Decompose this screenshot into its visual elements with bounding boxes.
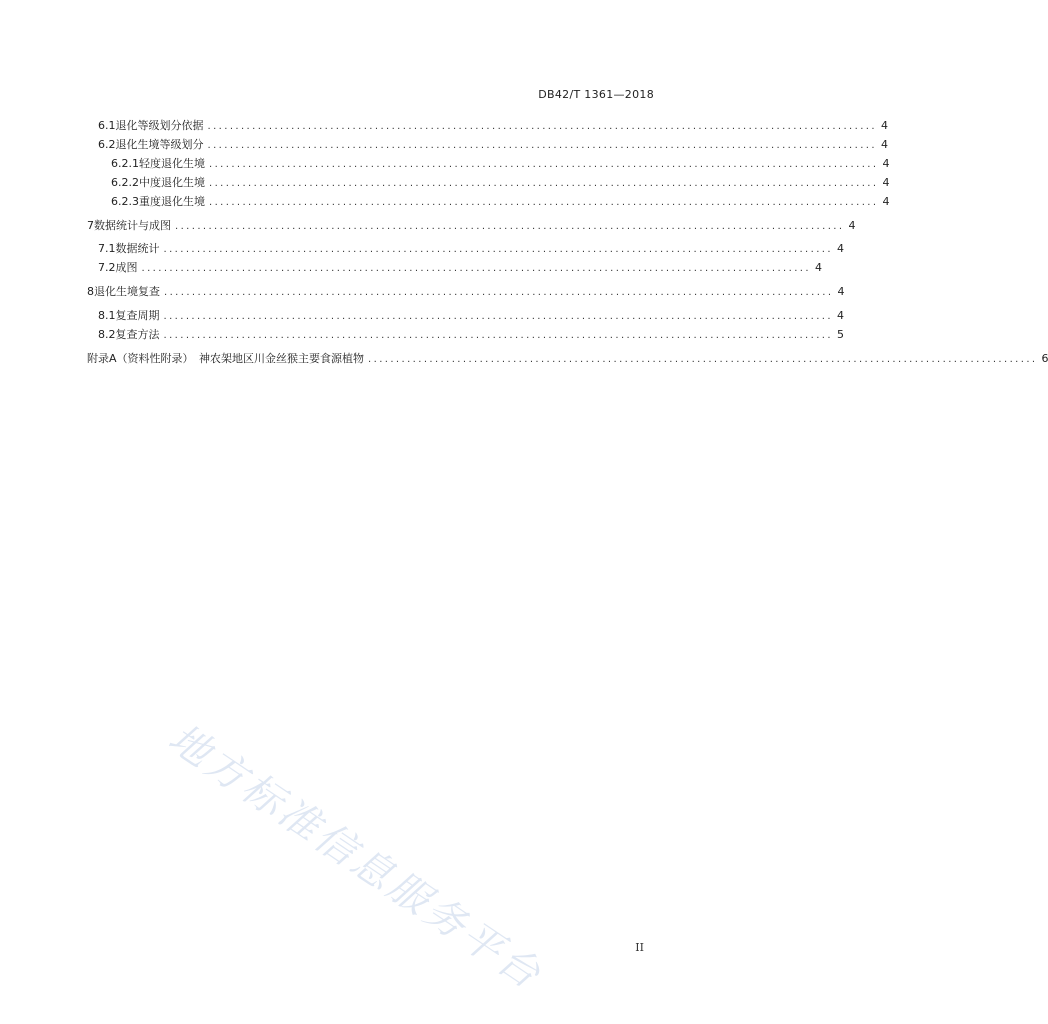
toc-entry-number: 8.2 [98, 328, 116, 341]
toc-entry[interactable] [98, 138, 888, 153]
page-number: II [635, 941, 644, 954]
toc-entry-page: 4 [882, 157, 890, 170]
toc-entry-title: 复查周期 [115, 309, 160, 322]
toc-entry[interactable] [98, 242, 844, 257]
toc-entry-page: 4 [836, 309, 844, 322]
toc-entry-number: 6.1 [98, 119, 116, 132]
toc-entry-appendix[interactable] [87, 352, 1048, 367]
toc-entry-number: 6.2 [98, 138, 116, 151]
toc-leader-dots: ........................................................................................................................ [368, 354, 1038, 365]
toc-entry-page: 4 [848, 219, 856, 232]
toc-leader-dots: ........................................................................................................................ [207, 121, 877, 132]
toc-entry[interactable] [87, 285, 845, 300]
toc-entry-title: 重度退化生境 [139, 195, 205, 208]
document-code: DB42/T 1361—2018 [538, 88, 654, 101]
toc-entry-page: 4 [880, 138, 888, 151]
toc-entry-number: 7 [87, 219, 94, 232]
toc-entry-page: 6 [1041, 352, 1048, 365]
toc-entry-number: 6.2.3 [111, 195, 139, 208]
toc-entry-title: 中度退化生境 [139, 176, 205, 189]
toc-leader-dots: ........................................................................................................................ [163, 330, 833, 341]
toc-entry-title: 退化等级划分依据 [115, 119, 204, 132]
toc-entry-number: 8 [87, 285, 94, 298]
toc-leader-dots: ........................................................................................................................ [141, 263, 811, 274]
toc-entry[interactable] [111, 195, 890, 210]
toc-entry[interactable] [111, 157, 890, 172]
toc-entry[interactable] [111, 176, 890, 191]
toc-leader-dots: ........................................................................................................................ [207, 140, 877, 151]
toc-entry[interactable] [98, 119, 888, 134]
toc-entry-title: （资料性附录） 神农架地区川金丝猴主要食源植物 [116, 352, 365, 365]
toc-entry-title: 复查方法 [115, 328, 160, 341]
toc-entry-number: 附录A [87, 352, 117, 365]
toc-entry[interactable] [98, 261, 822, 276]
toc-entry-title: 退化生境等级划分 [115, 138, 204, 151]
toc-leader-dots: ........................................................................................................................ [209, 178, 879, 189]
toc-leader-dots: ........................................................................................................................ [209, 159, 879, 170]
toc-entry-page: 4 [814, 261, 822, 274]
toc-entry[interactable] [87, 219, 856, 234]
toc-entry-number: 6.2.2 [111, 176, 139, 189]
toc-entry-number: 8.1 [98, 309, 116, 322]
toc-entry-title: 退化生境复查 [94, 285, 160, 298]
toc-entry-number: 7.1 [98, 242, 116, 255]
toc-leader-dots: ........................................................................................................................ [175, 221, 845, 232]
toc-entry-title: 数据统计与成图 [94, 219, 171, 232]
toc-entry[interactable] [98, 328, 844, 343]
toc-entry-page: 4 [882, 195, 890, 208]
toc-entry-page: 4 [880, 119, 888, 132]
toc-leader-dots: ........................................................................................................................ [163, 311, 833, 322]
toc-entry-page: 4 [837, 285, 845, 298]
toc-leader-dots: ........................................................................................................................ [164, 287, 834, 298]
watermark-text: 地方标准信息服务平台 [160, 715, 551, 1000]
toc-entry-page: 4 [882, 176, 890, 189]
toc-entry-page: 5 [836, 328, 844, 341]
toc-entry-number: 6.2.1 [111, 157, 139, 170]
toc-entry-number: 7.2 [98, 261, 116, 274]
toc-entry-title: 数据统计 [115, 242, 160, 255]
toc-entry[interactable] [98, 309, 844, 324]
toc-entry-title: 轻度退化生境 [139, 157, 205, 170]
toc-leader-dots: ........................................................................................................................ [163, 244, 833, 255]
toc-entry-title: 成图 [115, 261, 138, 274]
toc-entry-page: 4 [836, 242, 844, 255]
toc-leader-dots: ........................................................................................................................ [209, 197, 879, 208]
